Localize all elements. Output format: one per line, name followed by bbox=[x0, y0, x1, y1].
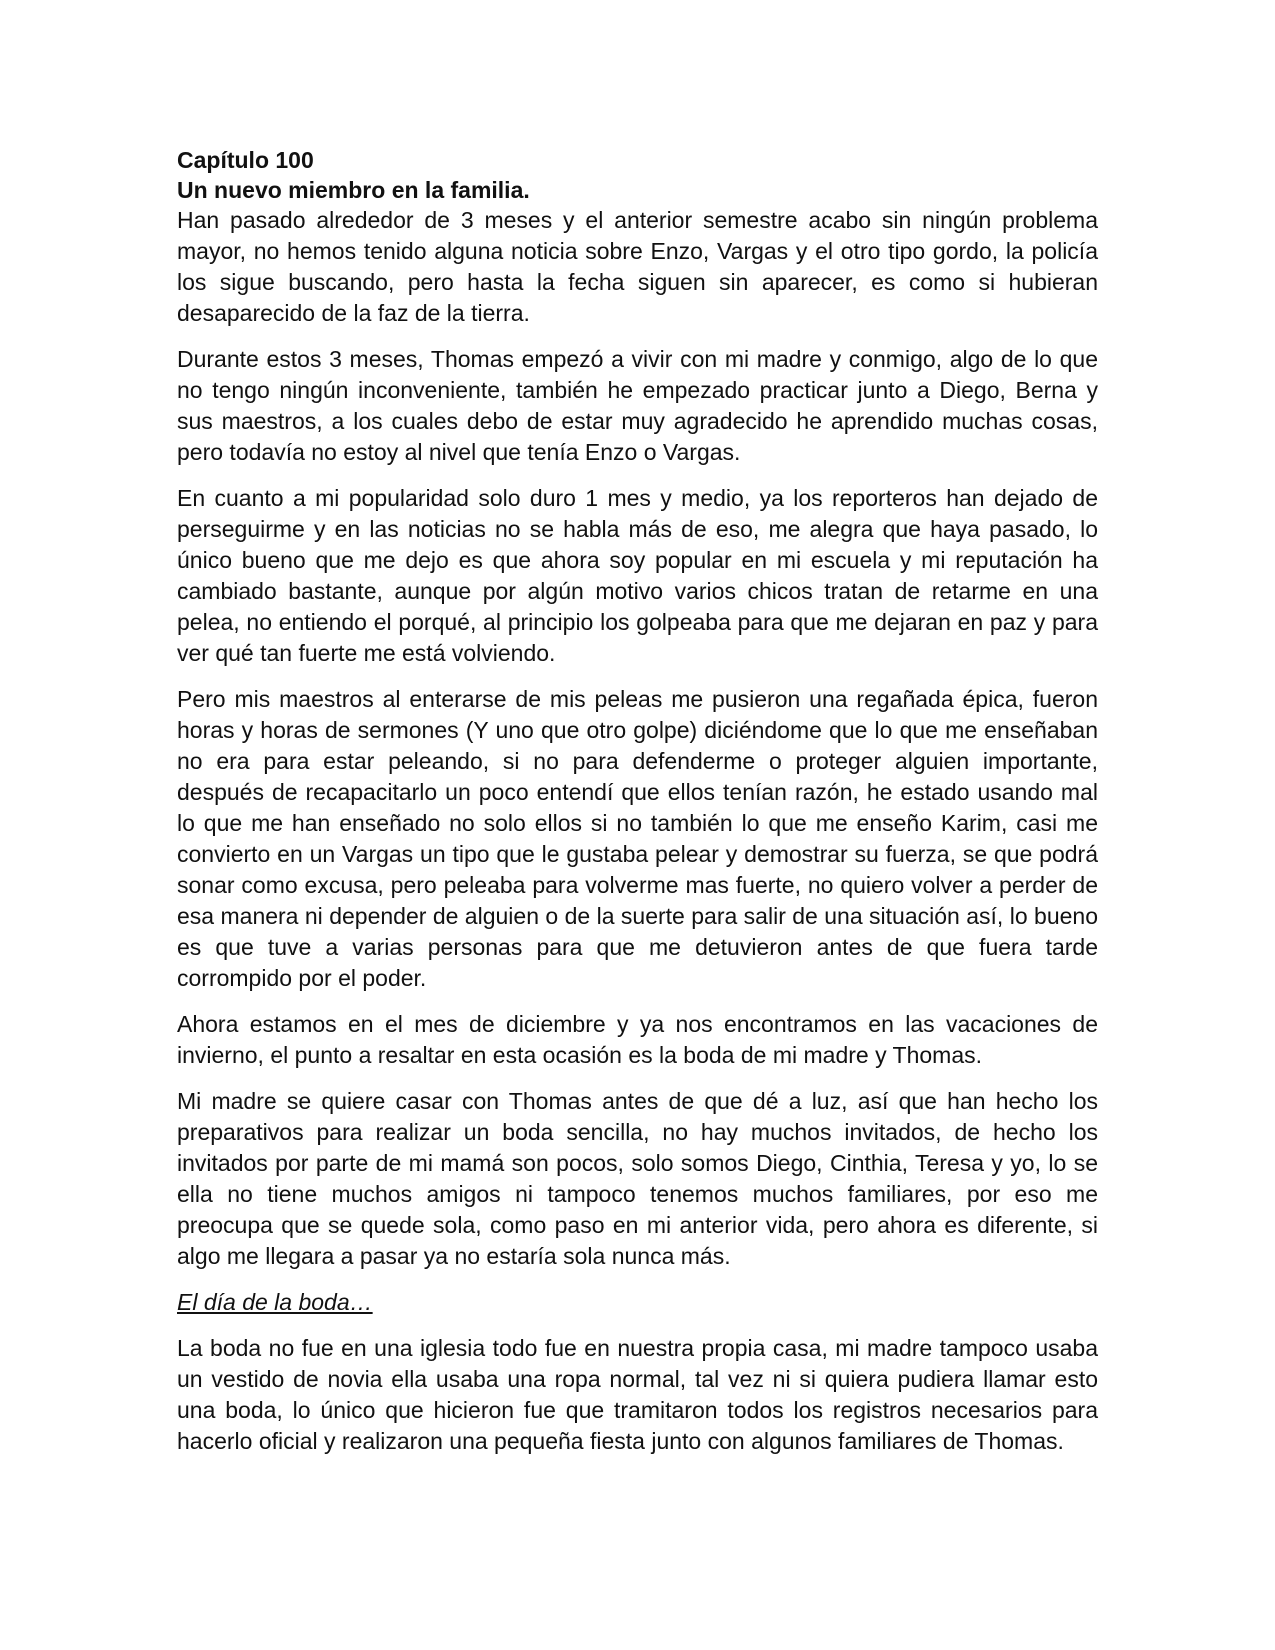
chapter-number: Capítulo 100 bbox=[177, 147, 314, 173]
chapter-title: Un nuevo miembro en la familia. bbox=[177, 177, 530, 203]
paragraph-6: Mi madre se quiere casar con Thomas antes de que dé a luz, así que han hecho los preparativos para realizar un boda sencilla, no hay muchos invitados, de hecho los invitados por parte de mi mamá son pocos, solo somos Diego, Cinthia, Teresa y yo, lo se ella no tiene muchos amigos ni tampoco tenemos muchos familiares, por eso me preocupa que se quede sola, como paso en mi anterior vida, pero ahora es diferente, si algo me llegara a pasar ya no estaría sola nunca más. bbox=[177, 1088, 1098, 1269]
paragraph-7: La boda no fue en una iglesia todo fue en nuestra propia casa, mi madre tampoco usaba un vestido de novia ella usaba una ropa normal, tal vez ni si quiera pudiera llamar esto una boda, lo único que hicieron fue que tramitaron todos los registros necesarios para hacerlo oficial y realizaron una pequeña fiesta junto con algunos familiares de Thomas. bbox=[177, 1335, 1098, 1454]
paragraph-3: En cuanto a mi popularidad solo duro 1 mes y medio, ya los reporteros han dejado de perseguirme y en las noticias no se habla más de eso, me alegra que haya pasado, lo único bueno que me dejo es que ahora soy popular en mi escuela y mi reputación ha cambiado bastante, aunque por algún motivo varios chicos tratan de retarme en una pelea, no entiendo el porqué, al principio los golpeaba para que me dejaran en paz y para ver qué tan fuerte me está volviendo. bbox=[177, 485, 1098, 666]
paragraph-5: Ahora estamos en el mes de diciembre y ya nos encontramos en las vacaciones de invierno, el punto a resaltar en esta ocasión es la boda de mi madre y Thomas. bbox=[177, 1011, 1098, 1068]
document-page bbox=[177, 145, 1098, 1472]
paragraph-1: Han pasado alrededor de 3 meses y el anterior semestre acabo sin ningún problema mayor, no hemos tenido alguna noticia sobre Enzo, Vargas y el otro tipo gordo, la policía los sigue buscando, pero hasta la fecha siguen sin aparecer, es como si hubieran desaparecido de la faz de la tierra. bbox=[177, 207, 1098, 326]
scene-break-heading: El día de la boda… bbox=[177, 1289, 373, 1315]
paragraph-2: Durante estos 3 meses, Thomas empezó a vivir con mi madre y conmigo, algo de lo que no tengo ningún inconveniente, también he empezado practicar junto a Diego, Berna y sus maestros, a los cuales debo de estar muy agradecido he aprendido muchas cosas, pero todavía no estoy al nivel que tenía Enzo o Vargas. bbox=[177, 346, 1098, 465]
paragraph-4: Pero mis maestros al enterarse de mis peleas me pusieron una regañada épica, fueron horas y horas de sermones (Y uno que otro golpe) diciéndome que lo que me enseñaban no era para estar peleando, si no para defenderme o proteger alguien importante, después de recapacitarlo un poco entendí que ellos tenían razón, he estado usando mal lo que me han enseñado no solo ellos si no también lo que me enseño Karim, casi me convierto en un Vargas un tipo que le gustaba pelear y demostrar su fuerza, se que podrá sonar como excusa, pero peleaba para volverme mas fuerte, no quiero volver a perder de esa manera ni depender de alguien o de la suerte para salir de una situación así, lo bueno es que tuve a varias personas para que me detuvieron antes de que fuera tarde corrompido por el poder. bbox=[177, 686, 1098, 991]
